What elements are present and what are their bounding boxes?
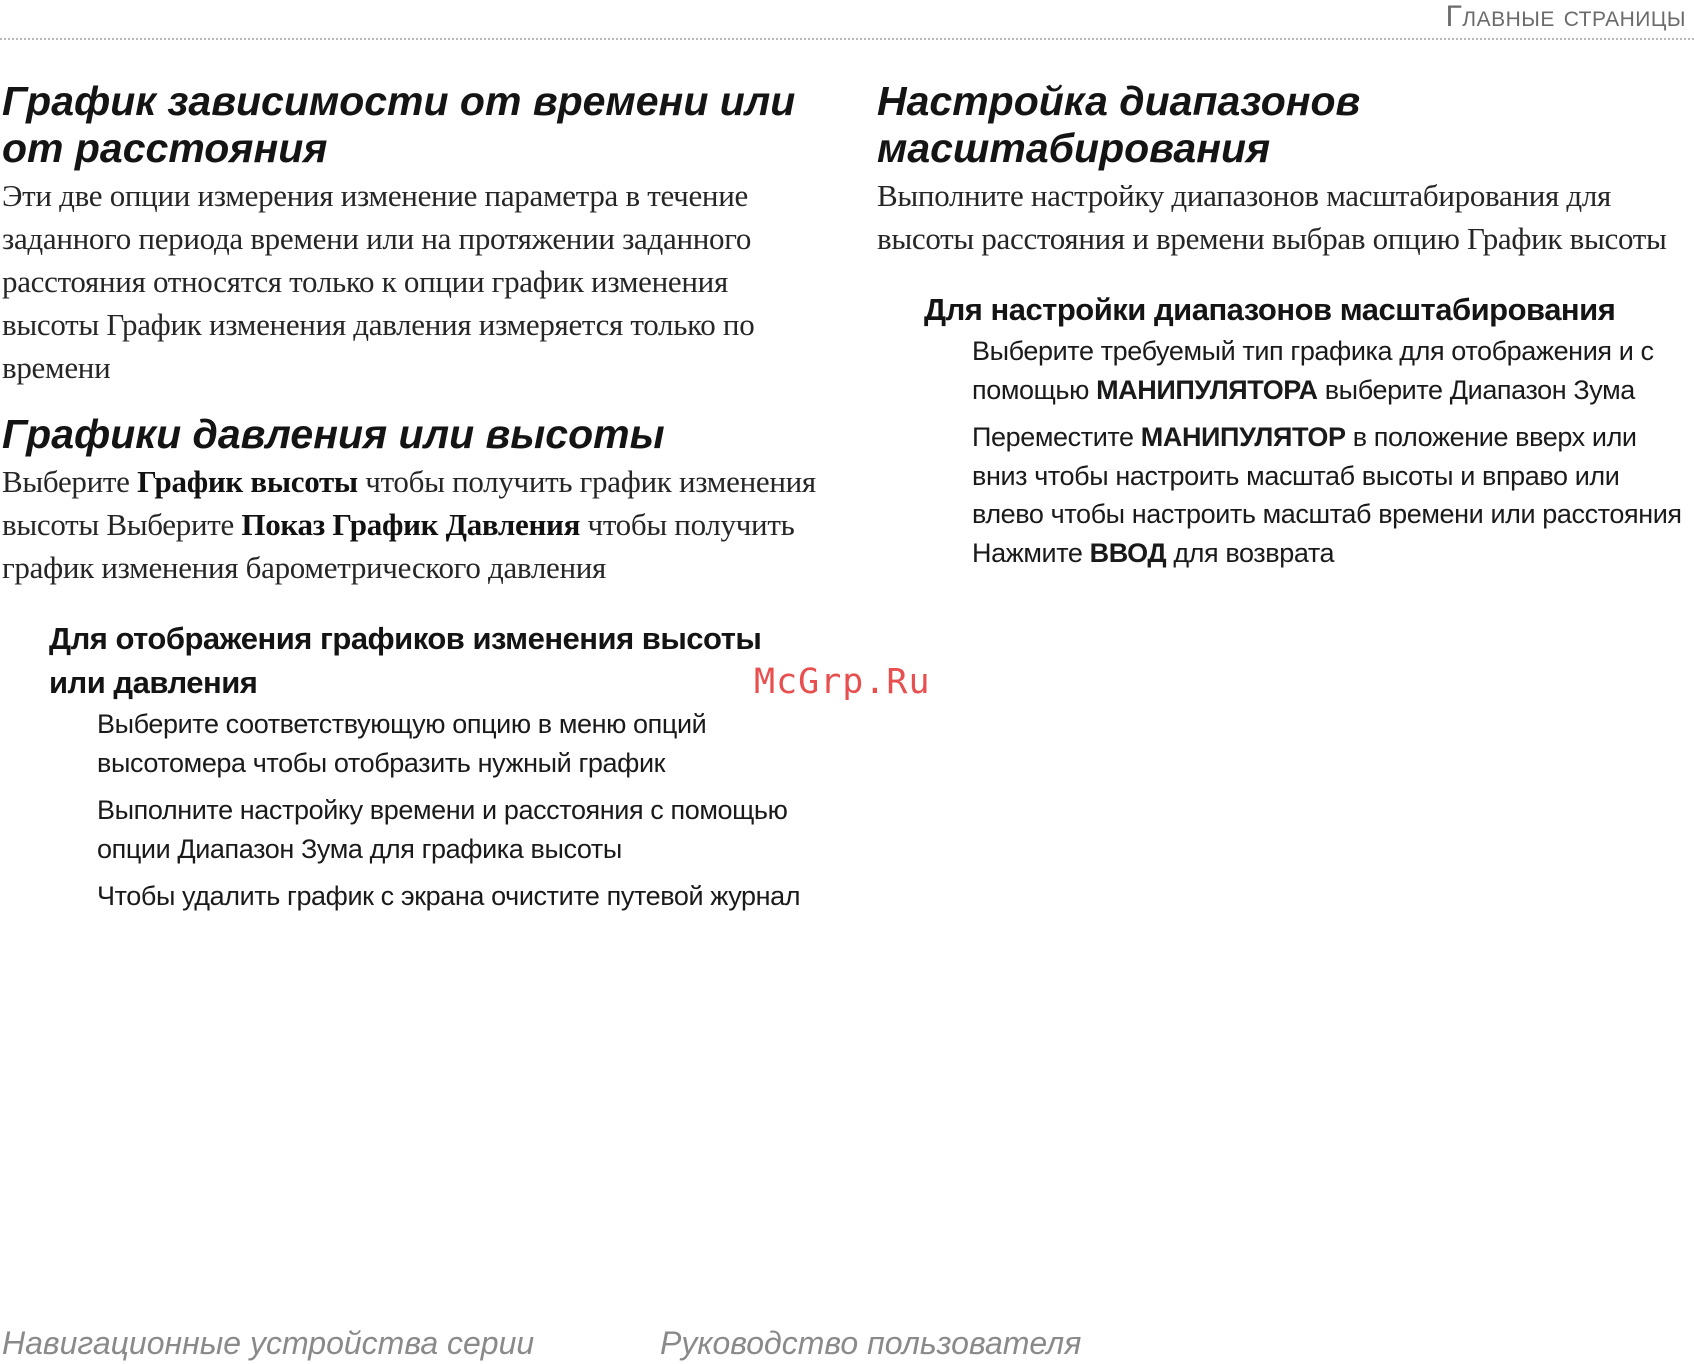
step-text: Выберите требуемый тип графика для отображения и с помощью [972,336,1654,405]
section-title-line-1: Настройка диапазонов [877,78,1361,124]
left-column [2,78,822,925]
step-text: в положение вверх или вниз чтобы настроить масштаб высоты и вправо или влево чтобы настроить масштаб времени или расстояния Нажмите [972,422,1682,568]
running-header: Главные страницы [1445,0,1686,33]
body-text: чтобы получить график изменения барометрического давления [2,507,795,585]
procedure-title [49,617,822,705]
section-title-pressure-altitude: Графики давления или высоты [2,411,665,457]
right-column [877,78,1687,581]
step-text: для возврата [1166,537,1335,568]
footer-device-series: Навигационные устройства серии [2,1325,535,1361]
bold-term-rocker: МАНИПУЛЯТОР [1140,422,1346,452]
section-body-pressure-altitude [2,460,822,589]
procedure-title-line-1: Для отображения графиков изменения высоты [49,621,762,656]
procedure-show-graphs [49,617,822,916]
section-title-line-1: График зависимости от времени или [2,78,796,124]
bold-term-pressure-graph: Показ График Давления [241,507,581,542]
footer-user-manual: Руководство пользователя [660,1325,1082,1361]
procedure-step-2: Выполните настройку времени и расстояния с помощью опции Диапазон Зума для графика высоты [97,795,788,864]
procedure-step-1 [972,332,1687,409]
section-title-line-2: от расстояния [2,125,328,171]
watermark: McGrp.Ru [754,662,931,702]
section-title-time-distance [2,78,822,172]
bold-term-enter: ВВОД [1089,537,1167,568]
procedure-step-1: Выберите соответствующую опцию в меню опций высотомера чтобы отобразить нужный график [97,709,707,778]
procedure-steps [49,705,822,916]
procedure-step-2 [972,418,1687,572]
step-text: выберите Диапазон Зума [1317,374,1635,405]
section-title-line-2: масштабирования [877,125,1271,171]
section-body-time-distance: Эти две опции измерения изменение параметра в течение заданного периода времени или на протяжении заданного расстояния относятся только к опции график изменения высоты График изменения давления измеряется только по времени [2,178,755,385]
procedure-step-3: Чтобы удалить график с экрана очистите путевой журнал [97,881,801,911]
bold-term-rocker: МАНИПУЛЯТОРА [1096,374,1318,405]
header-dotted-rule [0,38,1694,40]
step-text: Переместите [972,422,1141,452]
procedure-title-line-2: или давления [49,665,258,700]
body-text: чтобы получить график изменения высоты Выберите [2,464,816,542]
section-body-zoom-ranges: Выполните настройку диапазонов масштабирования для высоты расстояния и времени выбрав опцию График высоты [877,178,1667,256]
procedure-zoom-ranges [924,288,1687,572]
section-title-zoom-ranges [877,78,1687,172]
bold-term-altitude-graph: График высоты [137,464,358,499]
body-text: Выберите [2,464,138,499]
procedure-title: Для настройки диапазонов масштабирования [924,292,1616,327]
procedure-steps [924,332,1687,572]
